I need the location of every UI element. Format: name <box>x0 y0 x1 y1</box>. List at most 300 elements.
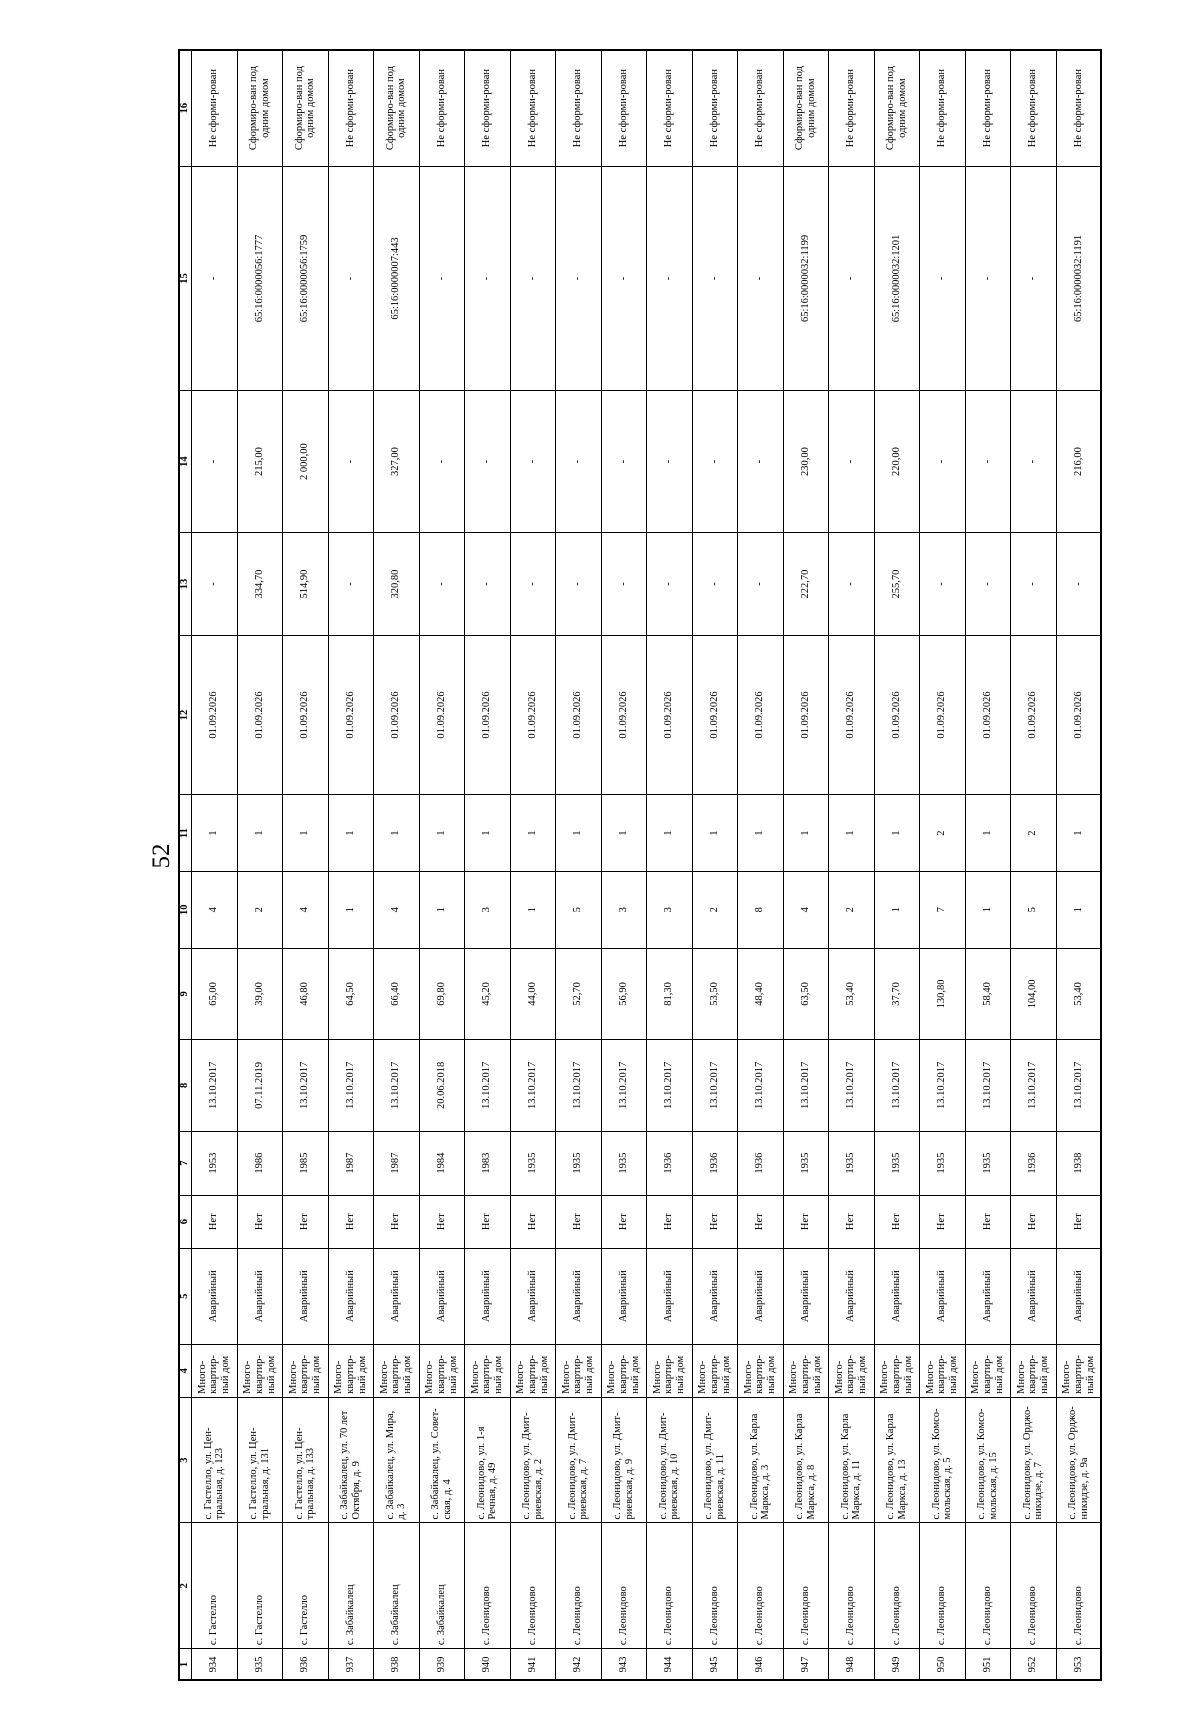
cell-col-16: Не сформи-рован <box>192 50 238 167</box>
cell-col-8: 13.10.2017 <box>965 1040 1011 1132</box>
cell-col-7: 1935 <box>874 1131 920 1195</box>
cell-col-8: 13.10.2017 <box>601 1040 647 1132</box>
cell-col-8: 13.10.2017 <box>874 1040 920 1132</box>
cell-col-11: 1 <box>647 795 693 872</box>
cell-col-12: 01.09.2026 <box>1011 635 1057 795</box>
cell-col-6: Нет <box>829 1195 875 1248</box>
cell-col-16: Не сформи-рован <box>692 50 738 167</box>
table-row <box>1011 50 1057 1681</box>
cell-col-13: - <box>192 533 238 635</box>
cell-col-3: с. Леонидово, ул. Дмит-риевская, д. 2 <box>510 1397 556 1523</box>
cell-col-5: Аварийный <box>647 1248 693 1344</box>
column-header-2: 2 <box>179 1523 192 1649</box>
cell-col-4: Много-квартир-ный дом <box>692 1344 738 1397</box>
column-header-5: 5 <box>179 1248 192 1344</box>
cell-col-5: Аварийный <box>783 1248 829 1344</box>
cell-col-14: - <box>419 390 465 533</box>
cell-col-13: - <box>920 533 966 635</box>
cell-col-7: 1953 <box>192 1131 238 1195</box>
cell-col-7: 1985 <box>283 1131 329 1195</box>
cell-col-4: Много-квартир-ный дом <box>647 1344 693 1397</box>
cell-col-13: - <box>1011 533 1057 635</box>
cell-col-15: 65:16:0000056:1777 <box>237 167 283 391</box>
cell-col-3: с. Леонидово, ул. Карла Маркса, д. 3 <box>738 1397 784 1523</box>
cell-col-11: 1 <box>419 795 465 872</box>
cell-col-6: Нет <box>783 1195 829 1248</box>
cell-col-15: 65:16:0000056:1759 <box>283 167 329 391</box>
cell-col-13: - <box>738 533 784 635</box>
cell-col-5: Аварийный <box>510 1248 556 1344</box>
cell-col-2: с. Гастелло <box>237 1523 283 1649</box>
cell-col-10: 3 <box>601 871 647 948</box>
cell-col-4: Много-квартир-ный дом <box>965 1344 1011 1397</box>
cell-col-11: 1 <box>783 795 829 872</box>
cell-col-14: - <box>738 390 784 533</box>
cell-col-2: с. Леонидово <box>556 1523 602 1649</box>
cell-col-12: 01.09.2026 <box>328 635 374 795</box>
table-row <box>192 50 238 1681</box>
cell-col-4: Много-квартир-ный дом <box>738 1344 784 1397</box>
cell-col-9: 45,20 <box>465 948 511 1040</box>
cell-col-2: с. Леонидово <box>465 1523 511 1649</box>
cell-col-16: Сформиро-ван под одним домом <box>874 50 920 167</box>
cell-col-5: Аварийный <box>192 1248 238 1344</box>
cell-col-15: 65:16:0000032:1191 <box>1056 167 1102 391</box>
cell-col-13: - <box>1056 533 1102 635</box>
column-header-15: 15 <box>179 167 192 391</box>
cell-col-3: с. Леонидово, ул. Дмит-риевская, д. 9 <box>601 1397 647 1523</box>
cell-col-13: - <box>647 533 693 635</box>
cell-col-10: 4 <box>374 871 420 948</box>
cell-col-5: Аварийный <box>1056 1248 1102 1344</box>
cell-col-12: 01.09.2026 <box>419 635 465 795</box>
cell-col-10: 1 <box>874 871 920 948</box>
cell-col-6: Нет <box>1056 1195 1102 1248</box>
cell-col-8: 20.06.2018 <box>419 1040 465 1132</box>
table-row <box>965 50 1011 1681</box>
cell-col-13: 334,70 <box>237 533 283 635</box>
cell-col-15: - <box>738 167 784 391</box>
cell-col-4: Много-квартир-ный дом <box>465 1344 511 1397</box>
cell-col-16: Не сформи-рован <box>1011 50 1057 167</box>
cell-col-9: 104,00 <box>1011 948 1057 1040</box>
cell-col-8: 13.10.2017 <box>1056 1040 1102 1132</box>
cell-col-3: с. Гастелло, ул. Цен-тральная, д. 131 <box>237 1397 283 1523</box>
cell-col-10: 2 <box>237 871 283 948</box>
column-header-9: 9 <box>179 948 192 1040</box>
cell-col-13: - <box>965 533 1011 635</box>
cell-col-12: 01.09.2026 <box>965 635 1011 795</box>
cell-col-13: - <box>328 533 374 635</box>
table-row <box>237 50 283 1681</box>
cell-col-8: 13.10.2017 <box>647 1040 693 1132</box>
cell-col-3: с. Гастелло, ул. Цен-тральная, д. 133 <box>283 1397 329 1523</box>
cell-col-16: Не сформи-рован <box>556 50 602 167</box>
cell-col-13: - <box>465 533 511 635</box>
cell-col-8: 13.10.2017 <box>692 1040 738 1132</box>
column-header-6: 6 <box>179 1195 192 1248</box>
cell-col-10: 1 <box>510 871 556 948</box>
cell-col-9: 37,70 <box>874 948 920 1040</box>
cell-col-2: с. Леонидово <box>783 1523 829 1649</box>
cell-col-1: 946 <box>738 1649 784 1681</box>
cell-col-16: Не сформи-рован <box>738 50 784 167</box>
cell-col-14: 220,00 <box>874 390 920 533</box>
cell-col-12: 01.09.2026 <box>237 635 283 795</box>
cell-col-5: Аварийный <box>692 1248 738 1344</box>
cell-col-13: 320,80 <box>374 533 420 635</box>
cell-col-3: с. Забайкалец, ул. Совет-ская, д. 4 <box>419 1397 465 1523</box>
cell-col-14: - <box>692 390 738 533</box>
cell-col-7: 1983 <box>465 1131 511 1195</box>
cell-col-3: с. Леонидово, ул. Комсо-мольская, д. 15 <box>965 1397 1011 1523</box>
cell-col-15: - <box>920 167 966 391</box>
cell-col-9: 53,40 <box>829 948 875 1040</box>
cell-col-9: 69,80 <box>419 948 465 1040</box>
cell-col-10: 7 <box>920 871 966 948</box>
cell-col-16: Не сформи-рован <box>601 50 647 167</box>
cell-col-1: 944 <box>647 1649 693 1681</box>
cell-col-6: Нет <box>237 1195 283 1248</box>
cell-col-14: - <box>465 390 511 533</box>
cell-col-5: Аварийный <box>283 1248 329 1344</box>
cell-col-8: 13.10.2017 <box>465 1040 511 1132</box>
table-body <box>192 50 1102 1681</box>
cell-col-15: - <box>647 167 693 391</box>
cell-col-15: - <box>510 167 556 391</box>
cell-col-6: Нет <box>328 1195 374 1248</box>
cell-col-5: Аварийный <box>237 1248 283 1344</box>
cell-col-16: Не сформи-рован <box>829 50 875 167</box>
cell-col-16: Сформиро-ван под одним домом <box>237 50 283 167</box>
cell-col-9: 53,50 <box>692 948 738 1040</box>
cell-col-4: Много-квартир-ный дом <box>601 1344 647 1397</box>
cell-col-7: 1987 <box>328 1131 374 1195</box>
cell-col-9: 44,00 <box>510 948 556 1040</box>
table-row <box>692 50 738 1681</box>
cell-col-6: Нет <box>1011 1195 1057 1248</box>
cell-col-1: 952 <box>1011 1649 1057 1681</box>
column-header-12: 12 <box>179 635 192 795</box>
cell-col-15: - <box>601 167 647 391</box>
cell-col-4: Много-квартир-ный дом <box>374 1344 420 1397</box>
cell-col-5: Аварийный <box>965 1248 1011 1344</box>
cell-col-1: 938 <box>374 1649 420 1681</box>
cell-col-16: Не сформи-рован <box>328 50 374 167</box>
cell-col-11: 1 <box>374 795 420 872</box>
cell-col-4: Много-квартир-ный дом <box>283 1344 329 1397</box>
cell-col-14: - <box>829 390 875 533</box>
cell-col-11: 1 <box>465 795 511 872</box>
cell-col-11: 1 <box>510 795 556 872</box>
cell-col-5: Аварийный <box>601 1248 647 1344</box>
cell-col-13: - <box>510 533 556 635</box>
header-row <box>179 50 192 1681</box>
cell-col-11: 1 <box>965 795 1011 872</box>
cell-col-7: 1935 <box>783 1131 829 1195</box>
cell-col-12: 01.09.2026 <box>374 635 420 795</box>
cell-col-1: 945 <box>692 1649 738 1681</box>
cell-col-15: - <box>465 167 511 391</box>
cell-col-16: Не сформи-рован <box>920 50 966 167</box>
column-header-16: 16 <box>179 50 192 167</box>
cell-col-1: 951 <box>965 1649 1011 1681</box>
cell-col-15: - <box>829 167 875 391</box>
cell-col-13: - <box>829 533 875 635</box>
cell-col-4: Много-квартир-ный дом <box>783 1344 829 1397</box>
cell-col-16: Не сформи-рован <box>647 50 693 167</box>
cell-col-2: с. Леонидово <box>692 1523 738 1649</box>
cell-col-15: 65:16:0000007:443 <box>374 167 420 391</box>
cell-col-11: 1 <box>829 795 875 872</box>
cell-col-16: Не сформи-рован <box>1056 50 1102 167</box>
cell-col-5: Аварийный <box>465 1248 511 1344</box>
cell-col-11: 1 <box>192 795 238 872</box>
cell-col-12: 01.09.2026 <box>192 635 238 795</box>
cell-col-7: 1935 <box>556 1131 602 1195</box>
cell-col-6: Нет <box>510 1195 556 1248</box>
cell-col-3: с. Леонидово, ул. Карла Маркса, д. 8 <box>783 1397 829 1523</box>
cell-col-4: Много-квартир-ный дом <box>192 1344 238 1397</box>
cell-col-3: с. Леонидово, ул. Дмит-риевская, д. 10 <box>647 1397 693 1523</box>
cell-col-7: 1935 <box>601 1131 647 1195</box>
cell-col-10: 4 <box>192 871 238 948</box>
cell-col-7: 1984 <box>419 1131 465 1195</box>
cell-col-2: с. Леонидово <box>920 1523 966 1649</box>
cell-col-2: с. Забайкалец <box>419 1523 465 1649</box>
cell-col-16: Сформиро-ван под одним домом <box>783 50 829 167</box>
cell-col-13: 222,70 <box>783 533 829 635</box>
table-row <box>328 50 374 1681</box>
cell-col-6: Нет <box>692 1195 738 1248</box>
cell-col-16: Сформиро-ван под одним домом <box>374 50 420 167</box>
cell-col-10: 1 <box>965 871 1011 948</box>
cell-col-8: 13.10.2017 <box>829 1040 875 1132</box>
cell-col-2: с. Леонидово <box>1056 1523 1102 1649</box>
cell-col-4: Много-квартир-ный дом <box>874 1344 920 1397</box>
cell-col-15: - <box>419 167 465 391</box>
table-row <box>556 50 602 1681</box>
cell-col-10: 8 <box>738 871 784 948</box>
cell-col-12: 01.09.2026 <box>465 635 511 795</box>
cell-col-10: 5 <box>1011 871 1057 948</box>
cell-col-2: с. Забайкалец <box>328 1523 374 1649</box>
table-row <box>1056 50 1102 1681</box>
cell-col-15: - <box>692 167 738 391</box>
cell-col-14: - <box>965 390 1011 533</box>
cell-col-10: 4 <box>783 871 829 948</box>
cell-col-9: 46,80 <box>283 948 329 1040</box>
cell-col-12: 01.09.2026 <box>556 635 602 795</box>
cell-col-8: 13.10.2017 <box>510 1040 556 1132</box>
cell-col-2: с. Леонидово <box>601 1523 647 1649</box>
cell-col-7: 1935 <box>510 1131 556 1195</box>
cell-col-8: 13.10.2017 <box>783 1040 829 1132</box>
cell-col-16: Не сформи-рован <box>419 50 465 167</box>
cell-col-13: - <box>692 533 738 635</box>
cell-col-6: Нет <box>647 1195 693 1248</box>
cell-col-6: Нет <box>283 1195 329 1248</box>
cell-col-1: 939 <box>419 1649 465 1681</box>
cell-col-5: Аварийный <box>1011 1248 1057 1344</box>
cell-col-14: - <box>920 390 966 533</box>
cell-col-9: 66,40 <box>374 948 420 1040</box>
cell-col-15: - <box>192 167 238 391</box>
table-row <box>283 50 329 1681</box>
table-row <box>510 50 556 1681</box>
cell-col-10: 1 <box>328 871 374 948</box>
table-row <box>419 50 465 1681</box>
table-row <box>738 50 784 1681</box>
cell-col-2: с. Леонидово <box>738 1523 784 1649</box>
cell-col-1: 950 <box>920 1649 966 1681</box>
cell-col-1: 942 <box>556 1649 602 1681</box>
table-row <box>783 50 829 1681</box>
cell-col-4: Много-квартир-ный дом <box>328 1344 374 1397</box>
column-header-11: 11 <box>179 795 192 872</box>
cell-col-5: Аварийный <box>738 1248 784 1344</box>
cell-col-9: 64,50 <box>328 948 374 1040</box>
cell-col-8: 13.10.2017 <box>328 1040 374 1132</box>
cell-col-1: 948 <box>829 1649 875 1681</box>
cell-col-5: Аварийный <box>556 1248 602 1344</box>
cell-col-3: с. Леонидово, ул. Карла Маркса, д. 13 <box>874 1397 920 1523</box>
cell-col-14: 230,00 <box>783 390 829 533</box>
page-number <box>150 836 174 876</box>
table-row <box>465 50 511 1681</box>
column-header-3: 3 <box>179 1397 192 1523</box>
cell-col-5: Аварийный <box>829 1248 875 1344</box>
cell-col-3: с. Леонидово, ул. 1-я Речная, д. 49 <box>465 1397 511 1523</box>
column-header-14: 14 <box>179 390 192 533</box>
cell-col-7: 1938 <box>1056 1131 1102 1195</box>
cell-col-8: 13.10.2017 <box>556 1040 602 1132</box>
cell-col-12: 01.09.2026 <box>783 635 829 795</box>
cell-col-3: с. Леонидово, ул. Карла Маркса, д. 11 <box>829 1397 875 1523</box>
cell-col-10: 3 <box>465 871 511 948</box>
cell-col-5: Аварийный <box>374 1248 420 1344</box>
cell-col-15: - <box>965 167 1011 391</box>
cell-col-6: Нет <box>192 1195 238 1248</box>
cell-col-6: Нет <box>374 1195 420 1248</box>
table-row <box>874 50 920 1681</box>
cell-col-4: Много-квартир-ный дом <box>556 1344 602 1397</box>
cell-col-9: 56,90 <box>601 948 647 1040</box>
cell-col-2: с. Гастелло <box>283 1523 329 1649</box>
cell-col-6: Нет <box>601 1195 647 1248</box>
cell-col-11: 1 <box>556 795 602 872</box>
cell-col-14: - <box>1011 390 1057 533</box>
cell-col-14: - <box>192 390 238 533</box>
cell-col-3: с. Леонидово, ул. Комсо-мольская, д. 5 <box>920 1397 966 1523</box>
cell-col-13: 514,90 <box>283 533 329 635</box>
cell-col-3: с. Гастелло, ул. Цен-тральная, д. 123 <box>192 1397 238 1523</box>
table-row <box>829 50 875 1681</box>
cell-col-1: 937 <box>328 1649 374 1681</box>
cell-col-8: 13.10.2017 <box>920 1040 966 1132</box>
cell-col-6: Нет <box>419 1195 465 1248</box>
cell-col-8: 13.10.2017 <box>192 1040 238 1132</box>
cell-col-6: Нет <box>965 1195 1011 1248</box>
column-header-4: 4 <box>179 1344 192 1397</box>
cell-col-14: - <box>647 390 693 533</box>
cell-col-7: 1935 <box>965 1131 1011 1195</box>
cell-col-2: с. Леонидово <box>510 1523 556 1649</box>
cell-col-14: 215,00 <box>237 390 283 533</box>
cell-col-9: 52,70 <box>556 948 602 1040</box>
cell-col-14: 216,00 <box>1056 390 1102 533</box>
cell-col-9: 65,00 <box>192 948 238 1040</box>
cell-col-2: с. Леонидово <box>1011 1523 1057 1649</box>
cell-col-7: 1935 <box>920 1131 966 1195</box>
page-number-text: 52 <box>148 843 175 869</box>
cell-col-12: 01.09.2026 <box>829 635 875 795</box>
column-header-1: 1 <box>179 1649 192 1681</box>
cell-col-6: Нет <box>556 1195 602 1248</box>
cell-col-15: - <box>1011 167 1057 391</box>
cell-col-10: 5 <box>556 871 602 948</box>
table-row <box>920 50 966 1681</box>
cell-col-16: Не сформи-рован <box>965 50 1011 167</box>
column-header-7: 7 <box>179 1131 192 1195</box>
cell-col-9: 48,40 <box>738 948 784 1040</box>
cell-col-6: Нет <box>465 1195 511 1248</box>
cell-col-2: с. Леонидово <box>874 1523 920 1649</box>
cell-col-10: 1 <box>419 871 465 948</box>
cell-col-9: 53,40 <box>1056 948 1102 1040</box>
cell-col-3: с. Забайкалец, ул. 70 лет Октября, д. 9 <box>328 1397 374 1523</box>
cell-col-13: - <box>419 533 465 635</box>
cell-col-9: 81,30 <box>647 948 693 1040</box>
cell-col-11: 1 <box>1056 795 1102 872</box>
cell-col-5: Аварийный <box>419 1248 465 1344</box>
cell-col-2: с. Леонидово <box>965 1523 1011 1649</box>
cell-col-13: - <box>601 533 647 635</box>
cell-col-14: - <box>601 390 647 533</box>
cell-col-12: 01.09.2026 <box>601 635 647 795</box>
cell-col-14: 2 000,00 <box>283 390 329 533</box>
cell-col-12: 01.09.2026 <box>510 635 556 795</box>
cell-col-11: 2 <box>1011 795 1057 872</box>
housing-registry-table <box>178 49 1102 1681</box>
cell-col-5: Аварийный <box>874 1248 920 1344</box>
cell-col-5: Аварийный <box>920 1248 966 1344</box>
cell-col-1: 953 <box>1056 1649 1102 1681</box>
cell-col-3: с. Леонидово, ул. Орджо-никидзе, д. 7 <box>1011 1397 1057 1523</box>
cell-col-14: - <box>328 390 374 533</box>
cell-col-2: с. Забайкалец <box>374 1523 420 1649</box>
cell-col-11: 2 <box>920 795 966 872</box>
cell-col-6: Нет <box>738 1195 784 1248</box>
cell-col-15: 65:16:0000032:1199 <box>783 167 829 391</box>
cell-col-9: 130,80 <box>920 948 966 1040</box>
cell-col-1: 935 <box>237 1649 283 1681</box>
cell-col-11: 1 <box>328 795 374 872</box>
cell-col-4: Много-квартир-ный дом <box>829 1344 875 1397</box>
cell-col-9: 58,40 <box>965 948 1011 1040</box>
cell-col-10: 2 <box>692 871 738 948</box>
cell-col-11: 1 <box>692 795 738 872</box>
cell-col-14: - <box>556 390 602 533</box>
cell-col-1: 949 <box>874 1649 920 1681</box>
cell-col-4: Много-квартир-ный дом <box>1056 1344 1102 1397</box>
cell-col-4: Много-квартир-ный дом <box>419 1344 465 1397</box>
cell-col-12: 01.09.2026 <box>647 635 693 795</box>
cell-col-3: с. Леонидово, ул. Дмит-риевская, д. 7 <box>556 1397 602 1523</box>
cell-col-12: 01.09.2026 <box>1056 635 1102 795</box>
cell-col-12: 01.09.2026 <box>874 635 920 795</box>
cell-col-3: с. Забайкалец, ул. Мира, д. 3 <box>374 1397 420 1523</box>
